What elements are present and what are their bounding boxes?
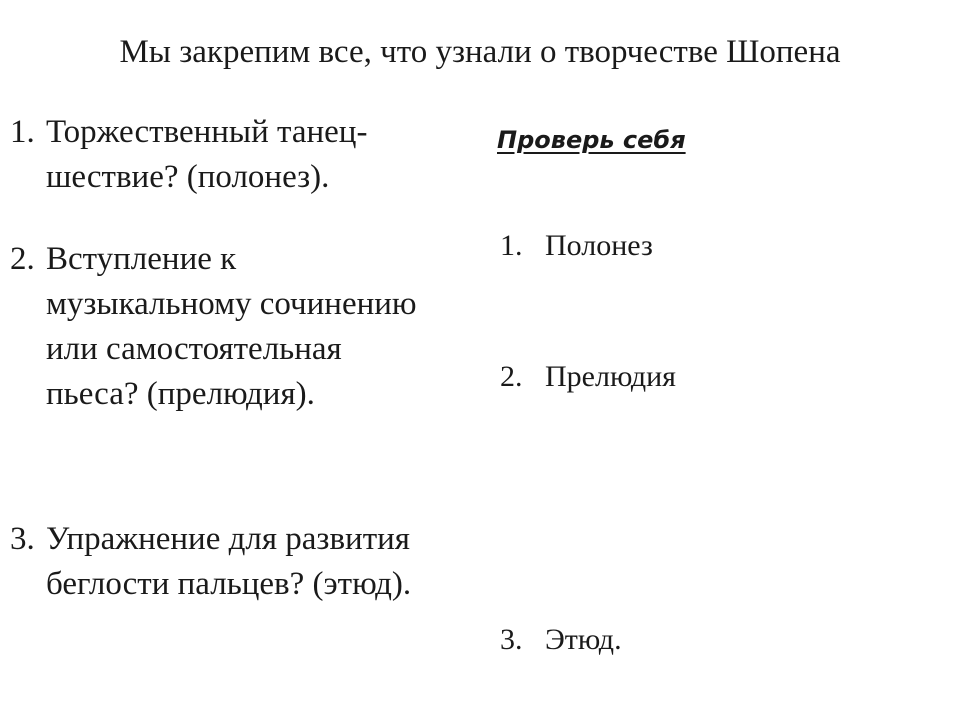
answer-text: Прелюдия: [545, 360, 676, 393]
question-item: [10, 237, 480, 417]
answer-item: [500, 226, 653, 266]
question-number: 3.: [10, 521, 35, 557]
question-text: Вступление к музыкальному сочинению или самостоятельная пьеса? (прелюдия).: [46, 241, 417, 412]
answer-number: 2.: [500, 360, 523, 393]
question-item: [10, 110, 480, 200]
question-number: 2.: [10, 241, 35, 277]
answer-item: [500, 620, 622, 660]
check-yourself-heading: Проверь себя: [497, 126, 686, 154]
answer-item: [500, 357, 676, 397]
answer-text: Этюд.: [545, 623, 622, 656]
question-number: 1.: [10, 114, 35, 150]
answer-text: Полонез: [545, 229, 653, 262]
question-item: [10, 517, 480, 607]
answer-number: 3.: [500, 623, 523, 656]
question-text: Торжественный танец-шествие? (полонез).: [46, 114, 368, 195]
slide-title: Мы закрепим все, что узнали о творчестве Шопена: [119, 34, 841, 70]
answer-number: 1.: [500, 229, 523, 262]
question-text: Упражнение для развития беглости пальцев? (этюд).: [46, 521, 412, 602]
